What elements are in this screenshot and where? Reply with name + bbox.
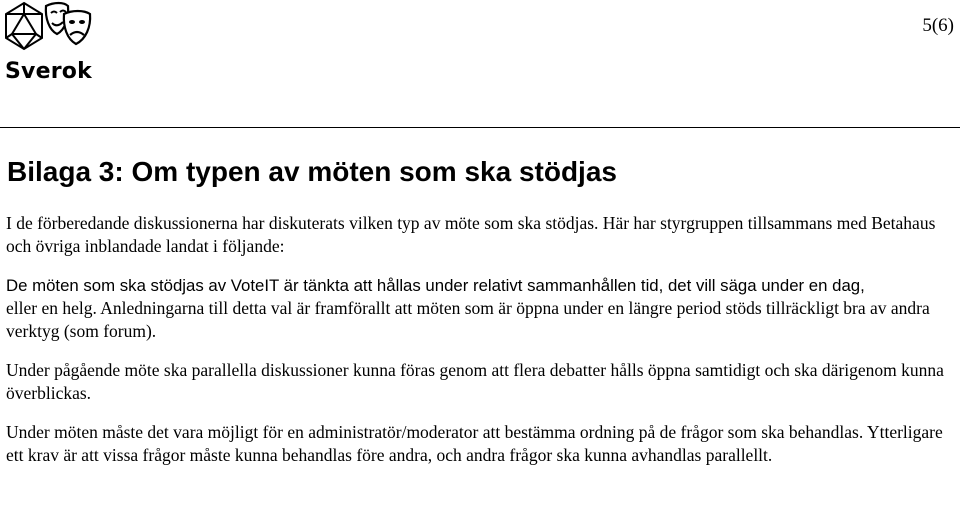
paragraph: eller en helg. Anledningarna till detta val är framförallt att möten som är öppna under en längre period stöds tillräckligt bra av andra verktyg (som forum). — [6, 298, 930, 341]
header-divider — [0, 127, 960, 128]
paragraph: Under möten måste det vara möjligt för en administratör/moderator att bestämma ordning på de frågor som ska behandlas. Ytterligare ett krav är att vissa frågor måste kunna behandlas före andra, och andra frågor ska kunna avhandlas parallellt. — [6, 422, 943, 465]
paragraph: De möten som ska stödjas av VoteIT är tänkta att hållas under relativt sammanhållen tid, det vill säga under en dag, — [6, 276, 865, 295]
logo-wordmark: Sverok — [5, 59, 92, 84]
paragraph: I de förberedande diskussionerna har diskuterats vilken typ av möte som ska stödjas. Här har styrgruppen tillsammans med Betahaus och övriga inblandade landat i följande: — [6, 213, 936, 256]
drama-masks-icon — [2, 0, 94, 62]
page-title: Bilaga 3: Om typen av möten som ska stödjas — [7, 156, 617, 187]
sverok-logo — [2, 0, 94, 88]
paragraph: Under pågående möte ska parallella diskussioner kunna föras genom att flera debatter hålls öppna samtidigt och ska därigenom kunna överblickas. — [6, 360, 944, 403]
page-number: 5(6) — [922, 15, 954, 36]
document-body — [6, 212, 946, 483]
